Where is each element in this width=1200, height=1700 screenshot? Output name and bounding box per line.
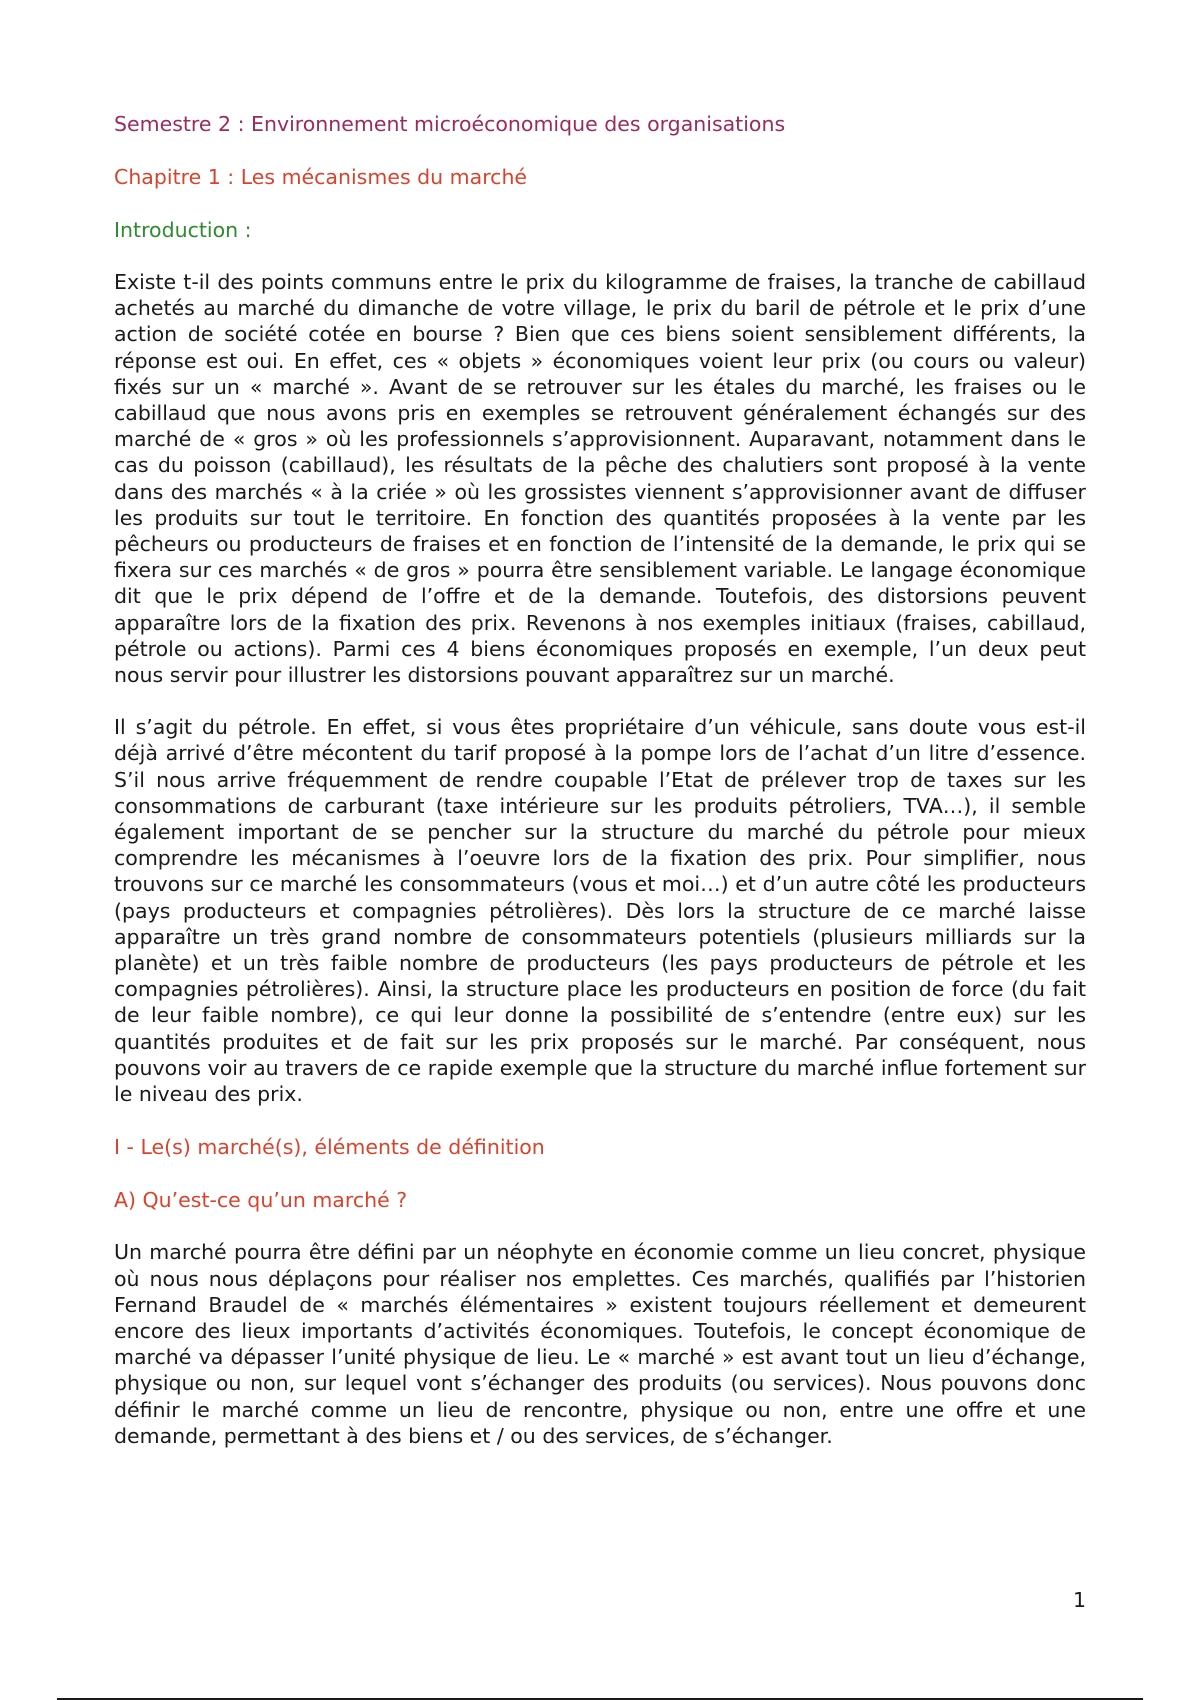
chapter-title: Chapitre 1 : Les mécanismes du marché	[114, 165, 528, 189]
page-number: 1	[1072, 1588, 1086, 1612]
intro-paragraph-1: Existe t-il des points communs entre le prix du kilogramme de fraises, la tranche de cabillaud achetés au marché du dimanche de votre village, le prix du baril de pétrole et le prix d’une action de société cotée en bourse ? Bien que ces biens soient sensiblement différents, la réponse est oui. En effet, ces « objets » économiques voient leur prix (ou cours ou valeur) fixés sur un « marché ». Avant de se retrouver sur les étales du marché, les fraises ou le cabillaud que nous avons pris en exemples se retrouvent généralement échangés sur des marché de « gros » où les professionnels s’approvisionnent. Auparavant, notamment dans le cas du poisson (cabillaud), les résultats de la pêche des chalutiers sont proposé à la vente dans des marchés « à la criée » où les grossistes viennent s’approvisionner avant de diffuser les produits sur tout le territoire. En fonction des quantités proposées à la vente par les pêcheurs ou producteurs de fraises et en fonction de l’intensité de la demande, le prix qui se fixera sur ces marchés « de gros » pourra être sensiblement variable. Le langage économique dit que le prix dépend de l’offre et de la demande. Toutefois, des distorsions peuvent apparaître lors de la fixation des prix. Revenons à nos exemples initiaux (fraises, cabillaud, pétrole ou actions). Parmi ces 4 biens économiques proposés en exemple, l’un deux peut nous servir pour illustrer les distorsions pouvant apparaîtrez sur un marché.	[114, 270, 1086, 688]
section-paragraph-1: Un marché pourra être défini par un néophyte en économie comme un lieu concret, physique où nous nous déplaçons pour réaliser nos emplettes. Ces marchés, qualifiés par l’historien Fernand Braudel de « marchés élémentaires » existent toujours réellement et demeurent encore des lieux importants d’activités économiques. Toutefois, le concept économique de marché va dépasser l’unité physique de lieu. Le « marché » est avant tout un lieu d’échange, physique ou non, sur lequel vont s’échanger des produits (ou services). Nous pouvons donc définir le marché comme un lieu de rencontre, physique ou non, entre une offre et une demande, permettant à des biens et / ou des services, de s’échanger.	[114, 1240, 1086, 1448]
subsection-heading: A) Qu’est-ce qu’un marché ?	[114, 1188, 408, 1213]
introduction-heading: Introduction :	[114, 218, 252, 242]
document-page	[114, 110, 1086, 1449]
intro-paragraph-2: Il s’agit du pétrole. En effet, si vous êtes propriétaire d’un véhicule, sans doute vous est-il déjà arrivé d’être mécontent du tarif proposé à la pompe lors de l’achat d’un litre d’essence. S’il nous arrive fréquemment de rendre coupable l’Etat de prélever trop de taxes sur les consommations de carburant (taxe intérieure sur les produits pétroliers, TVA…), il semble également important de se pencher sur la structure du marché du pétrole pour mieux comprendre les mécanismes à l’oeuvre lors de la fixation des prix. Pour simplifier, nous trouvons sur ce marché les consommateurs (vous et moi…) et d’un autre côté les producteurs (pays producteurs et compagnies pétrolières). Dès lors la structure de ce marché laisse apparaître un très grand nombre de consommateurs potentiels (plusieurs milliards sur la planète) et un très faible nombre de producteurs (les pays producteurs de pétrole et les compagnies pétrolières). Ainsi, la structure place les producteurs en position de force (du fait de leur faible nombre), ce qui leur donne la possibilité de s’entendre (entre eux) sur les quantités produites et de fait sur les prix proposés sur le marché. Par conséquent, nous pouvons voir au travers de ce rapide exemple que la structure du marché influe fortement sur le niveau des prix.	[114, 715, 1086, 1107]
section-heading: I - Le(s) marché(s), éléments de définition	[114, 1135, 545, 1160]
semester-title: Semestre 2 : Environnement microéconomique des organisations	[114, 112, 786, 136]
